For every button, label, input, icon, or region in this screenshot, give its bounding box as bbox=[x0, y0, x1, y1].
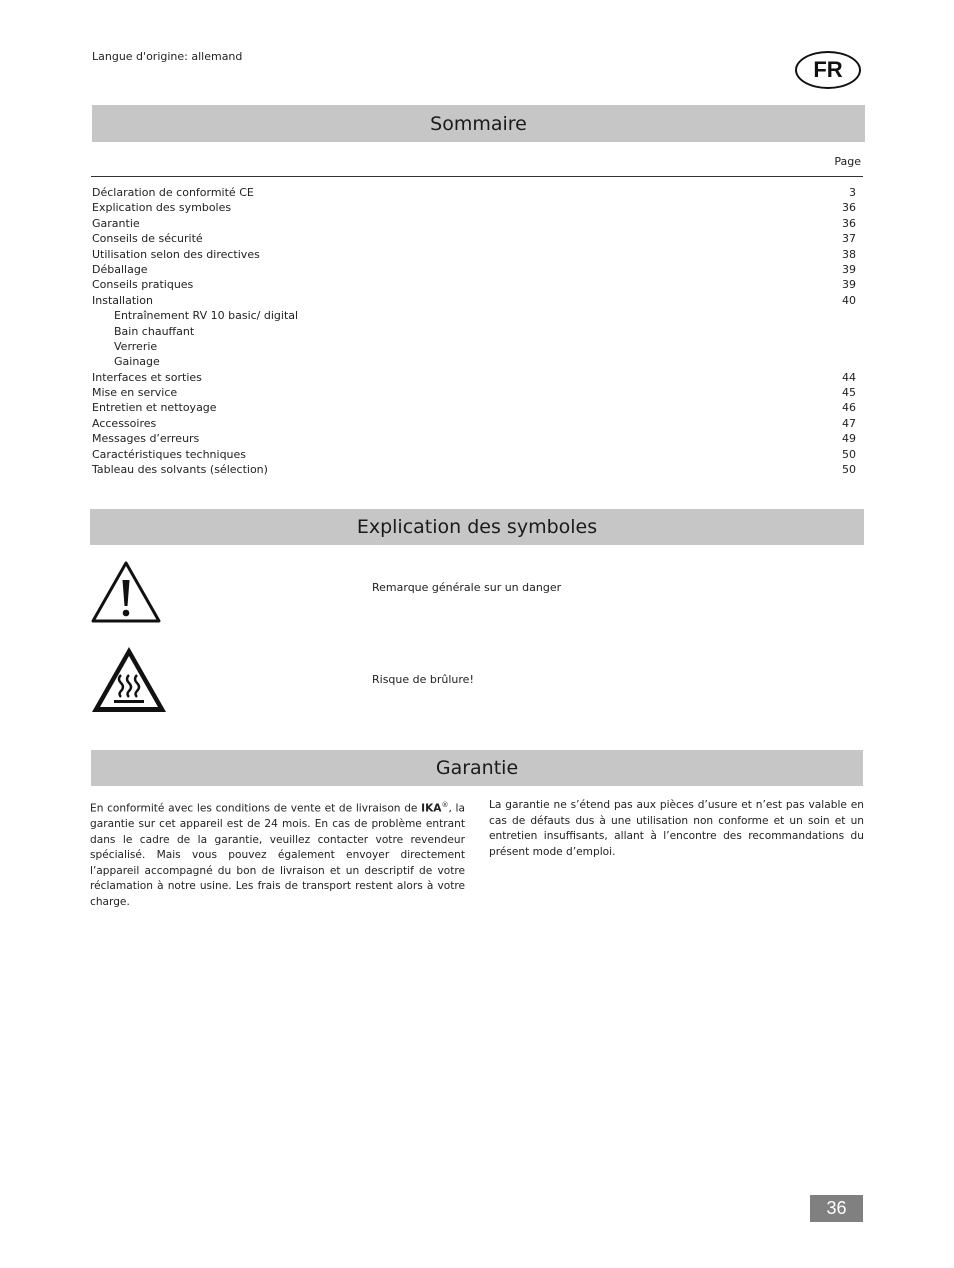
toc-row bbox=[92, 277, 856, 292]
toc-row bbox=[92, 247, 856, 262]
toc-entry-label: Bain chauffant bbox=[114, 324, 195, 338]
toc-entry-label: Conseils de sécurité bbox=[92, 232, 203, 246]
warranty-paragraph-right: La garantie ne s’étend pas aux pièces d’usure et n’est pas valable en cas de défauts dus à une utilisation non conforme et un soin et un entretien insuffisants, allant à l’encontre des recommandations du présent mode d’emploi. bbox=[489, 799, 864, 858]
toc-divider bbox=[91, 176, 863, 177]
toc-entry-page: 50 bbox=[842, 463, 856, 477]
toc-entry-label: Mise en service bbox=[92, 386, 178, 400]
toc-entry-page: 38 bbox=[842, 247, 856, 261]
symbol-description-burn: Risque de brûlure! bbox=[372, 673, 474, 686]
toc-row bbox=[92, 262, 856, 277]
toc-row bbox=[92, 231, 856, 246]
toc-row bbox=[92, 339, 856, 354]
toc-row bbox=[92, 293, 856, 308]
toc-row bbox=[92, 370, 856, 385]
toc-entry-label: Entraînement RV 10 basic/ digital bbox=[114, 309, 299, 323]
toc-entry-page: 46 bbox=[842, 401, 856, 415]
warning-icon bbox=[90, 560, 162, 624]
brand-registered-mark: ® bbox=[441, 801, 449, 809]
toc-row bbox=[92, 416, 856, 431]
toc-entry-page: 39 bbox=[842, 262, 856, 276]
toc-entry-page: 50 bbox=[842, 447, 856, 461]
toc-entry-page: 39 bbox=[842, 278, 856, 292]
hot-surface-icon bbox=[90, 645, 168, 715]
toc-entry-label: Interfaces et sorties bbox=[92, 370, 202, 384]
toc-entry-page: 44 bbox=[842, 370, 856, 384]
toc-row bbox=[92, 385, 856, 400]
toc-entry-page: 3 bbox=[849, 186, 856, 199]
toc-entry-label: Caractéristiques techniques bbox=[92, 447, 247, 461]
symbols-title: Explication des symboles bbox=[356, 516, 598, 538]
toc-row bbox=[92, 400, 856, 415]
toc-row bbox=[92, 447, 856, 462]
toc-row bbox=[92, 462, 856, 477]
toc-entry-label: Installation bbox=[92, 293, 153, 307]
toc-entry-label: Verrerie bbox=[114, 339, 158, 353]
toc-entry-label: Utilisation selon des directives bbox=[92, 247, 260, 261]
warranty-text-start: En conformité avec les conditions de vente et de livraison de bbox=[90, 802, 422, 815]
toc-entry-label: Accessoires bbox=[92, 416, 157, 430]
warranty-title: Garantie bbox=[435, 757, 519, 779]
language-badge: FR bbox=[795, 51, 861, 89]
origin-language-note: Langue d'origine: allemand bbox=[92, 50, 243, 63]
toc-entry-page: 37 bbox=[842, 232, 856, 246]
toc-entry-label: Conseils pratiques bbox=[92, 278, 194, 292]
toc-entry-label: Tableau des solvants (sélection) bbox=[92, 463, 268, 477]
toc-row bbox=[92, 431, 856, 446]
toc-entry-label: Messages d’erreurs bbox=[92, 432, 200, 446]
toc-list bbox=[92, 185, 856, 477]
toc-entry-page: 45 bbox=[842, 386, 856, 400]
toc-entry-page: 47 bbox=[842, 416, 856, 430]
toc-row bbox=[92, 200, 856, 215]
warranty-text-end: , la garantie sur cet appareil est de 24 mois. En cas de problème entrant dans le cadre de la garantie, veuillez contacter votre revendeur spécialisé. Mais vous pouvez également envoyer directement l’appareil accompagné du bon de livraison et un descriptif de votre réclamation à notre usine. Les frais de transport restent alors à votre charge. bbox=[90, 802, 465, 908]
toc-entry-label: Gainage bbox=[114, 355, 160, 369]
warranty-title-bar bbox=[91, 750, 863, 786]
toc-entry-page: 36 bbox=[842, 216, 856, 230]
toc-row bbox=[92, 324, 856, 339]
toc-entry-label: Garantie bbox=[92, 216, 140, 230]
warranty-paragraph-left bbox=[90, 798, 465, 910]
toc-row bbox=[92, 185, 856, 200]
toc-entry-page: 36 bbox=[842, 201, 856, 215]
toc-entry-label: Déballage bbox=[92, 262, 148, 276]
symbols-title-bar bbox=[90, 509, 864, 545]
toc-entry-page: 49 bbox=[842, 432, 856, 446]
toc-entry-label: Explication des symboles bbox=[92, 201, 232, 215]
symbol-description-warning: Remarque générale sur un danger bbox=[372, 581, 562, 594]
toc-title-bar bbox=[92, 105, 865, 142]
toc-row bbox=[92, 354, 856, 369]
toc-entry-page: 40 bbox=[842, 293, 856, 307]
page-number-badge: 36 bbox=[810, 1195, 863, 1222]
toc-entry-label: Déclaration de conformité CE bbox=[92, 186, 254, 199]
toc-title: Sommaire bbox=[430, 112, 527, 135]
toc-row bbox=[92, 216, 856, 231]
toc-entry-label: Entretien et nettoyage bbox=[92, 401, 217, 415]
toc-page-column-label: Page bbox=[834, 155, 861, 168]
toc-row bbox=[92, 308, 856, 323]
brand-name: IKA bbox=[421, 802, 442, 815]
